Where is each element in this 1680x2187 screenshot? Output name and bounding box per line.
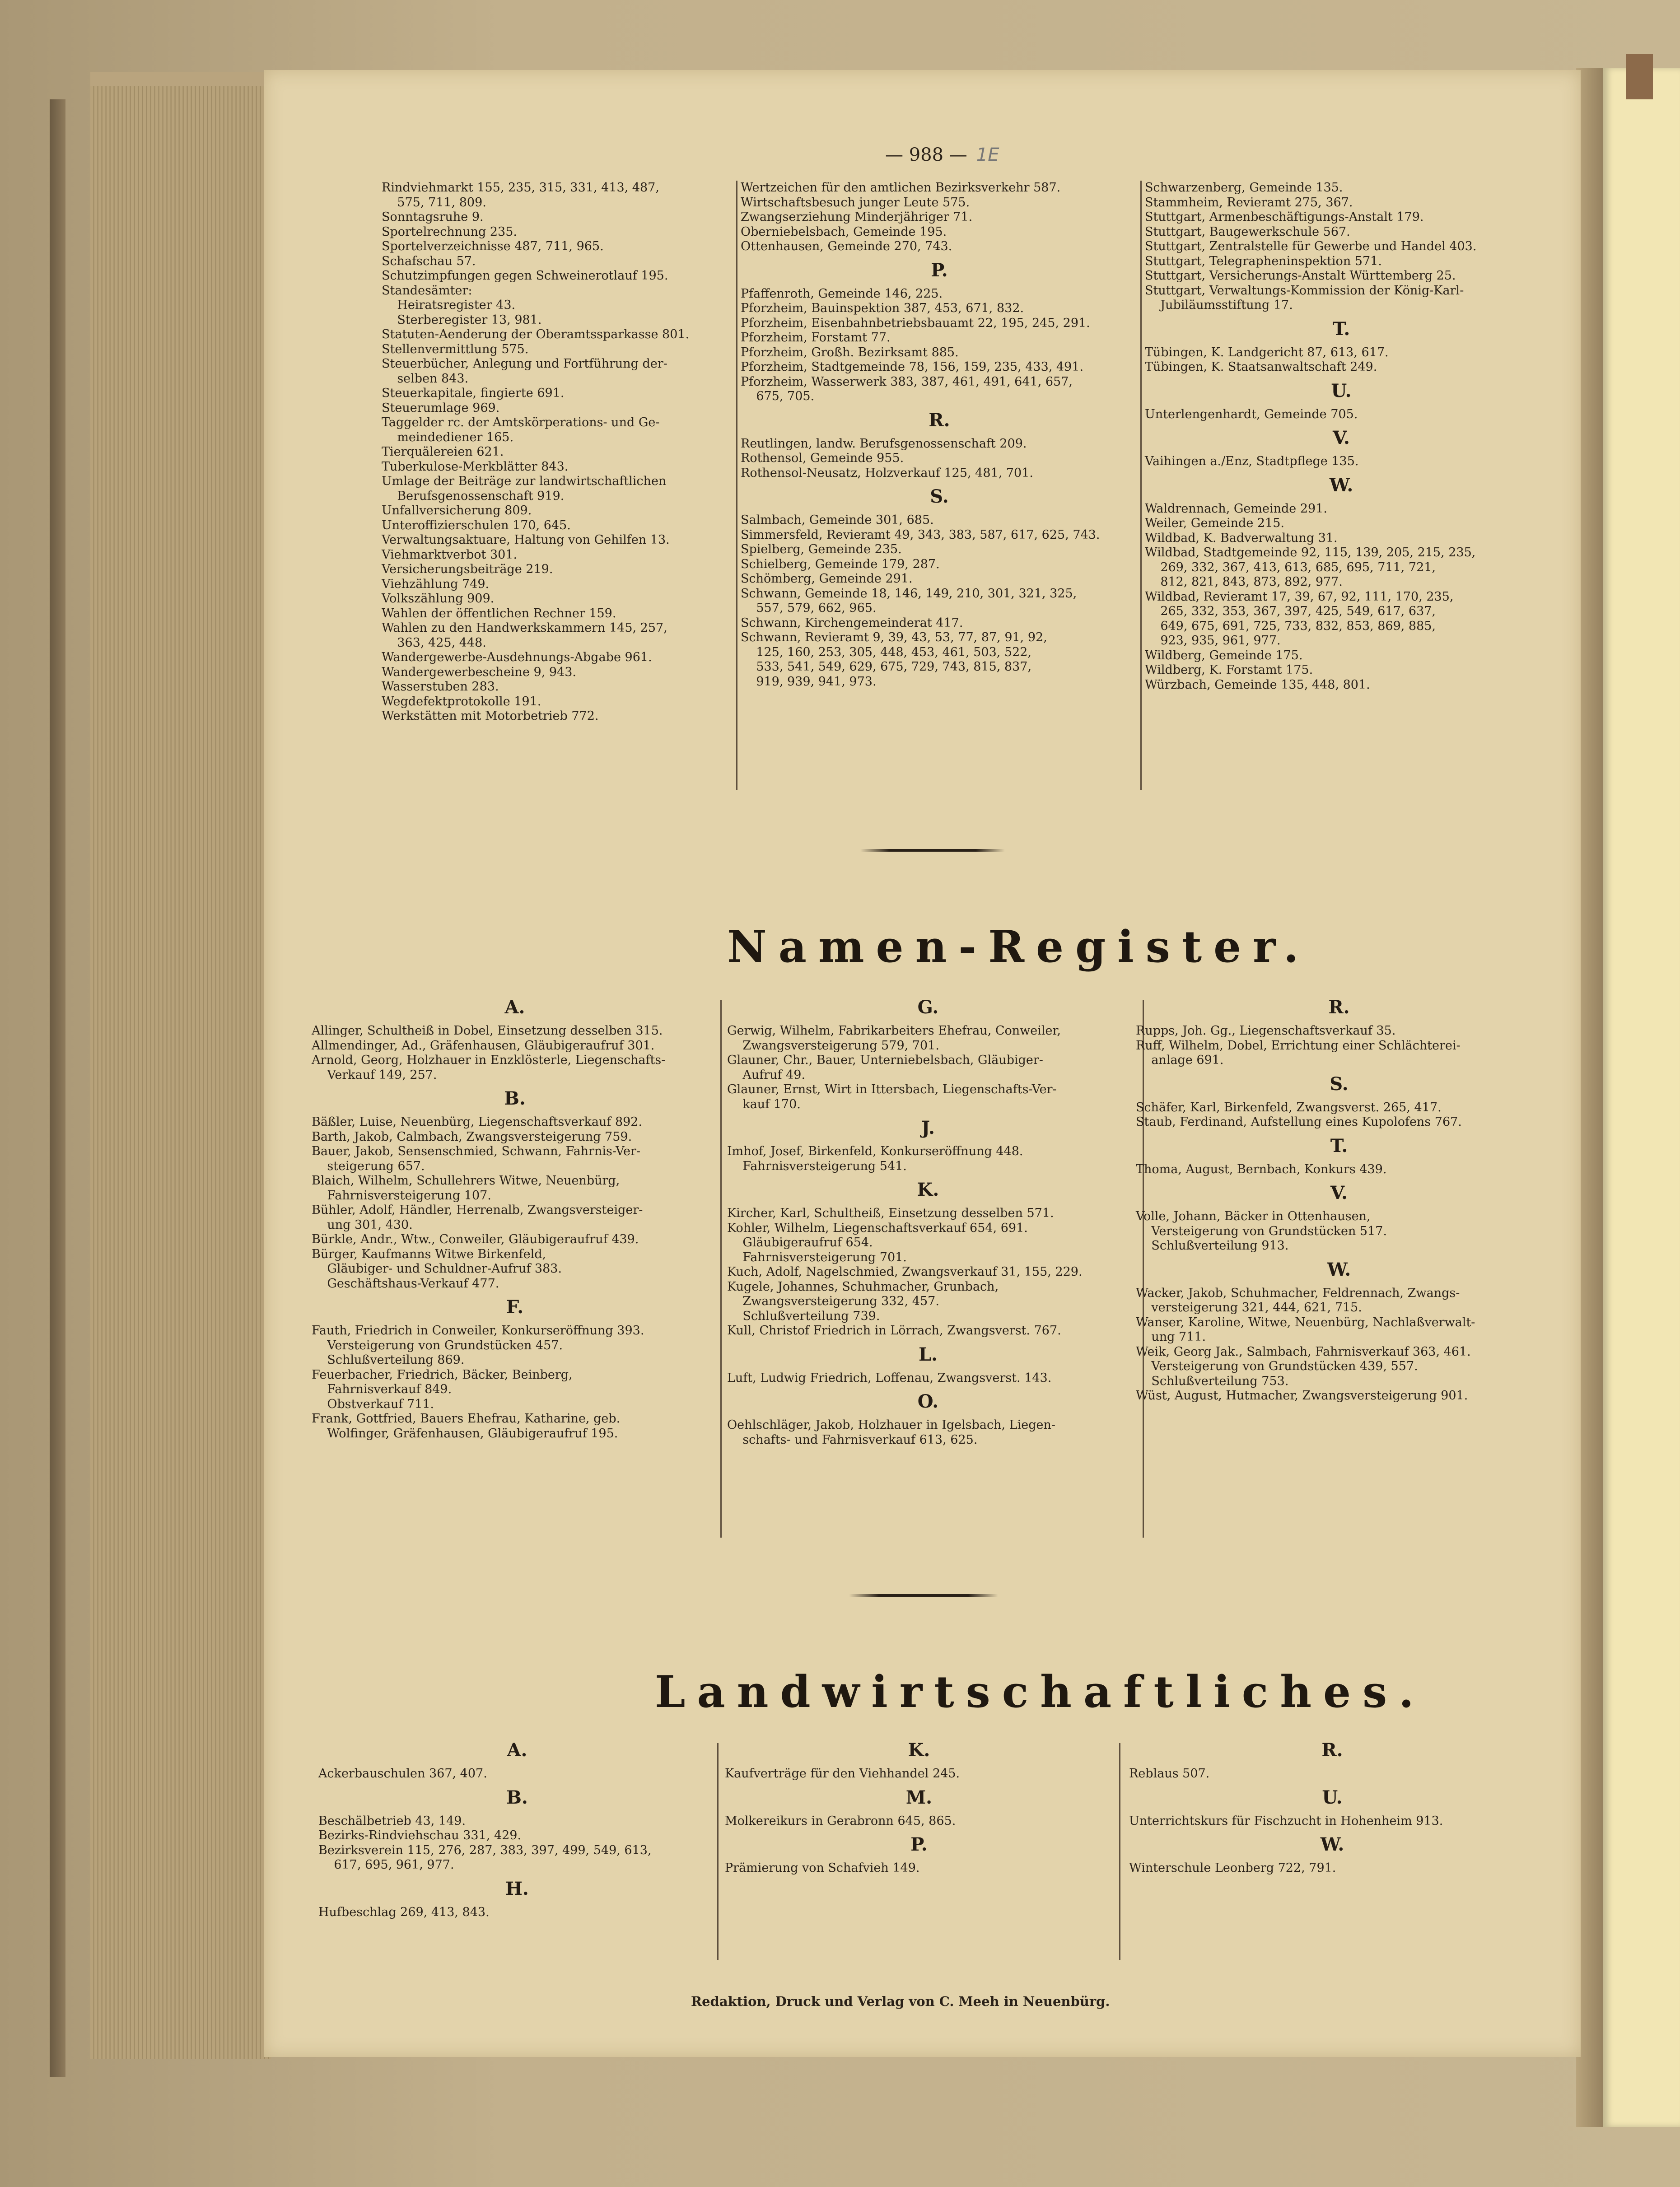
- index-entry: Stammheim, Revieramt 275, 367.: [1145, 195, 1353, 210]
- index-entry: Standesämter:: [382, 283, 472, 298]
- page-number: [885, 145, 999, 165]
- index-entry: 812, 821, 843, 873, 892, 977.: [1145, 575, 1343, 589]
- index-entry: Viehzählung 749.: [382, 577, 490, 591]
- index-entry: Sportelverzeichnisse 487, 711, 965.: [382, 239, 604, 253]
- section-letter: F.: [506, 1296, 524, 1318]
- section-letter: A.: [507, 1739, 527, 1761]
- index-entry: Wildberg, K. Forstamt 175.: [1145, 663, 1313, 677]
- index-entry: Reblaus 507.: [1129, 1767, 1210, 1781]
- index-entry: Pforzheim, Bauinspektion 387, 453, 671, 832.: [741, 301, 1024, 315]
- index-entry: meindediener 165.: [382, 430, 514, 444]
- index-entry: Staub, Ferdinand, Aufstellung eines Kupolofens 767.: [1136, 1115, 1462, 1129]
- section-letter: S.: [930, 486, 949, 507]
- index-entry: Fahrnisversteigerung 107.: [312, 1188, 491, 1203]
- index-entry: Ackerbauschulen 367, 407.: [318, 1767, 487, 1781]
- index-entry: versteigerung 321, 444, 621, 715.: [1136, 1301, 1362, 1315]
- landwirtschaftliches-column-1: [318, 1734, 716, 1920]
- index-entry: Prämierung von Schafvieh 149.: [725, 1861, 920, 1875]
- index-entry: Viehmarktverbot 301.: [382, 547, 518, 562]
- index-entry: Frank, Gottfried, Bauers Ehefrau, Katharine, geb.: [312, 1412, 621, 1426]
- index-entry: Allmendinger, Ad., Gräfenhausen, Gläubigeraufruf 301.: [312, 1038, 655, 1053]
- index-entry: Stuttgart, Verwaltungs-Kommission der König-Karl-: [1145, 283, 1464, 298]
- index-entry: Kull, Christof Friedrich in Lörrach, Zwangsverst. 767.: [727, 1324, 1061, 1338]
- index-entry: Zwangsversteigerung 332, 457.: [727, 1294, 939, 1308]
- index-entry: Wertzeichen für den amtlichen Bezirksverkehr 587.: [741, 181, 1061, 195]
- index-entry: schafts- und Fahrnisverkauf 613, 625.: [727, 1432, 978, 1447]
- index-entry: Schlußverteilung 739.: [727, 1309, 880, 1323]
- index-entry: Steuerbücher, Anlegung und Fortführung der-: [382, 357, 667, 371]
- index-entry: Versteigerung von Grundstücken 457.: [312, 1338, 563, 1352]
- index-entry: Schlußverteilung 869.: [312, 1353, 465, 1367]
- index-entry: Wandergewerbescheine 9, 943.: [382, 665, 576, 679]
- index-entry: Schutzimpfungen gegen Schweinerotlauf 195.: [382, 269, 668, 283]
- imprint-footer: Redaktion, Druck und Verlag von C. Meeh in Neuenbürg.: [691, 1994, 1110, 2009]
- index-entry: Tübingen, K. Landgericht 87, 613, 617.: [1145, 345, 1389, 359]
- index-entry: Zwangserziehung Minderjähriger 71.: [741, 210, 973, 224]
- index-entry: Stuttgart, Baugewerkschule 567.: [1145, 224, 1350, 239]
- index-entry: Spielberg, Gemeinde 235.: [741, 542, 902, 556]
- index-entry: Versteigerung von Grundstücken 517.: [1136, 1224, 1387, 1238]
- section-letter: U.: [1331, 380, 1352, 401]
- index-entry: Tuberkulose-Merkblätter 843.: [382, 459, 569, 474]
- index-entry: Wildberg, Gemeinde 175.: [1145, 648, 1303, 662]
- index-entry: Rindviehmarkt 155, 235, 315, 331, 413, 487,: [382, 181, 659, 195]
- index-entry: Bühler, Adolf, Händler, Herrenalb, Zwangsversteiger-: [312, 1203, 643, 1217]
- section-letter: T.: [1330, 1135, 1348, 1156]
- index-entry: Pforzheim, Großh. Bezirksamt 885.: [741, 345, 959, 359]
- index-entry: Beschälbetrieb 43, 149.: [318, 1814, 466, 1828]
- index-entry: Gläubigeraufruf 654.: [727, 1236, 873, 1250]
- namen-register-column-2: [727, 991, 1129, 1447]
- index-entry: Volkszählung 909.: [382, 592, 495, 606]
- index-entry: Rothensol, Gemeinde 955.: [741, 451, 904, 465]
- section-letter: U.: [1322, 1786, 1343, 1808]
- section-letter: G.: [917, 997, 939, 1018]
- section-letter: W.: [1327, 1259, 1351, 1280]
- section-letter: R.: [1321, 1739, 1343, 1761]
- namen-register-heading: Namen-Register.: [727, 921, 1311, 972]
- index-entry: Stuttgart, Armenbeschäftigungs-Anstalt 179.: [1145, 210, 1424, 224]
- index-entry: 557, 579, 662, 965.: [741, 601, 877, 615]
- index-entry: Wirtschaftsbesuch junger Leute 575.: [741, 195, 970, 210]
- index-entry: kauf 170.: [727, 1097, 801, 1111]
- index-entry: Glauner, Ernst, Wirt in Ittersbach, Liegenschafts-Ver-: [727, 1082, 1057, 1096]
- handwritten-note: 1E: [976, 145, 999, 165]
- index-entry: Schwann, Revieramt 9, 39, 43, 53, 77, 87, 91, 92,: [741, 630, 1047, 644]
- index-entry: Bauer, Jakob, Sensenschmied, Schwann, Fahrnis-Ver-: [312, 1144, 641, 1158]
- index-entry: 575, 711, 809.: [382, 195, 486, 210]
- index-entry: Weiler, Gemeinde 215.: [1145, 516, 1284, 530]
- index-entry: Kohler, Wilhelm, Liegenschaftsverkauf 654, 691.: [727, 1221, 1028, 1235]
- index-entry: Wahlen der öffentlichen Rechner 159.: [382, 606, 616, 620]
- index-entry: Verwaltungsaktuare, Haltung von Gehilfen 13.: [382, 533, 670, 547]
- index-entry: Gerwig, Wilhelm, Fabrikarbeiters Ehefrau, Conweiler,: [727, 1024, 1061, 1038]
- index-entry: Oehlschläger, Jakob, Holzhauer in Igelsbach, Liegen-: [727, 1418, 1055, 1432]
- index-entry: 923, 935, 961, 977.: [1145, 634, 1281, 648]
- index-entry: Wildbad, Revieramt 17, 39, 67, 92, 111, 170, 235,: [1145, 589, 1454, 604]
- index-entry: Stellenvermittlung 575.: [382, 342, 529, 356]
- index-entry: Steuerumlage 969.: [382, 401, 500, 415]
- index-entry: Statuten-Aenderung der Oberamtssparkasse 801.: [382, 327, 690, 341]
- index-entry: Wanser, Karoline, Witwe, Neuenbürg, Nachlaßverwalt-: [1136, 1315, 1475, 1329]
- index-entry: Weik, Georg Jak., Salmbach, Fahrnisverkauf 363, 461.: [1136, 1344, 1471, 1359]
- index-entry: Hufbeschlag 269, 413, 843.: [318, 1905, 490, 1919]
- index-entry: Schwarzenberg, Gemeinde 135.: [1145, 181, 1343, 195]
- index-entry: 265, 332, 353, 367, 397, 425, 549, 617, 637,: [1145, 604, 1436, 618]
- index-entry: Feuerbacher, Friedrich, Bäcker, Beinberg,: [312, 1367, 573, 1382]
- section-letter: O.: [917, 1391, 939, 1412]
- index-entry: Versteigerung von Grundstücken 439, 557.: [1136, 1359, 1418, 1373]
- index-entry: Unfallversicherung 809.: [382, 504, 532, 518]
- index-entry: Wandergewerbe-Ausdehnungs-Abgabe 961.: [382, 650, 652, 664]
- section-letter: P.: [910, 1834, 928, 1855]
- section-letter: P.: [931, 259, 948, 281]
- index-entry: Schafschau 57.: [382, 254, 476, 268]
- index-entry: 269, 332, 367, 413, 613, 685, 695, 711, 721,: [1145, 560, 1436, 574]
- index-entry: Versicherungsbeiträge 219.: [382, 562, 553, 576]
- index-entry: Fauth, Friedrich in Conweiler, Konkurseröffnung 393.: [312, 1324, 644, 1338]
- page-edges: [90, 86, 271, 2059]
- index-entry: steigerung 657.: [312, 1159, 425, 1173]
- index-entry: Schömberg, Gemeinde 291.: [741, 572, 913, 586]
- index-entry: Wasserstuben 283.: [382, 680, 499, 694]
- index-entry: Reutlingen, landw. Berufsgenossenschaft 209.: [741, 436, 1027, 451]
- index-entry: Pforzheim, Eisenbahnbetriebsbauamt 22, 195, 245, 291.: [741, 316, 1090, 330]
- index-entry: Schlußverteilung 753.: [1136, 1374, 1289, 1388]
- landwirtschaftliches-heading: Landwirtschaftliches.: [655, 1666, 1426, 1717]
- sachregister-column-1: [382, 181, 734, 724]
- index-entry: Pforzheim, Stadtgemeinde 78, 156, 159, 235, 433, 491.: [741, 360, 1084, 374]
- index-entry: Pforzheim, Wasserwerk 383, 387, 461, 491, 641, 657,: [741, 374, 1073, 389]
- namen-register-column-1: [312, 991, 718, 1441]
- index-entry: Taggelder rc. der Amtskörperations- und Ge-: [382, 415, 660, 429]
- index-entry: 363, 425, 448.: [382, 635, 486, 650]
- section-letter: B.: [506, 1786, 528, 1808]
- index-entry: Jubiläumsstiftung 17.: [1145, 298, 1293, 312]
- section-letter: R.: [1328, 997, 1350, 1018]
- column-divider: [1140, 181, 1142, 790]
- index-entry: Wegdefektprotokolle 191.: [382, 694, 541, 709]
- index-entry: 675, 705.: [741, 389, 815, 403]
- index-entry: Bürkle, Andr., Wtw., Conweiler, Gläubigeraufruf 439.: [312, 1232, 639, 1246]
- index-entry: Wolfinger, Gräfenhausen, Gläubigeraufruf 195.: [312, 1426, 618, 1441]
- index-entry: Fahrnisverkauf 849.: [312, 1382, 452, 1396]
- ornament-rule: [849, 1594, 998, 1597]
- index-entry: Imhof, Josef, Birkenfeld, Konkurseröffnung 448.: [727, 1144, 1023, 1158]
- index-entry: Thoma, August, Bernbach, Konkurs 439.: [1136, 1162, 1387, 1176]
- index-entry: Unterlengenhardt, Gemeinde 705.: [1145, 407, 1358, 421]
- column-divider: [736, 181, 737, 790]
- index-entry: Steuerkapitale, fingierte 691.: [382, 386, 565, 400]
- index-entry: Tierquälereien 621.: [382, 445, 504, 459]
- index-entry: Ottenhausen, Gemeinde 270, 743.: [741, 239, 952, 253]
- section-letter: A.: [504, 997, 525, 1018]
- index-entry: Rothensol-Neusatz, Holzverkauf 125, 481, 701.: [741, 466, 1033, 480]
- section-letter: W.: [1329, 474, 1353, 496]
- index-entry: Bürger, Kaufmanns Witwe Birkenfeld,: [312, 1247, 546, 1261]
- index-entry: Wildbad, Stadtgemeinde 92, 115, 139, 205, 215, 235,: [1145, 546, 1476, 560]
- index-entry: 125, 160, 253, 305, 448, 453, 461, 503, 522,: [741, 645, 1032, 659]
- index-entry: Wahlen zu den Handwerkskammern 145, 257,: [382, 621, 667, 635]
- right-page: [1603, 68, 1680, 2127]
- index-entry: ung 301, 430.: [312, 1217, 413, 1232]
- section-letter: J.: [921, 1117, 935, 1138]
- index-entry: Schwann, Gemeinde 18, 146, 149, 210, 301, 321, 325,: [741, 586, 1077, 601]
- index-entry: 649, 675, 691, 725, 733, 832, 853, 869, 885,: [1145, 619, 1436, 633]
- index-entry: Schielberg, Gemeinde 179, 287.: [741, 557, 940, 571]
- book-spine: [50, 99, 65, 2077]
- section-letter: M.: [905, 1786, 933, 1808]
- index-entry: Aufruf 49.: [727, 1068, 806, 1082]
- index-entry: Heiratsregister 43.: [382, 298, 516, 312]
- index-entry: Simmersfeld, Revieramt 49, 343, 383, 587, 617, 625, 743.: [741, 527, 1100, 542]
- section-letter: K.: [908, 1739, 930, 1761]
- index-entry: Sonntagsruhe 9.: [382, 210, 484, 224]
- index-entry: Sterberegister 13, 981.: [382, 312, 542, 327]
- section-letter: T.: [1332, 318, 1350, 340]
- index-entry: Pforzheim, Forstamt 77.: [741, 331, 891, 345]
- index-entry: Bezirks-Rindviehschau 331, 429.: [318, 1828, 522, 1842]
- index-entry: Gläubiger- und Schuldner-Aufruf 383.: [312, 1262, 562, 1276]
- index-entry: Obstverkauf 711.: [312, 1397, 434, 1411]
- index-entry: Bezirksverein 115, 276, 287, 383, 397, 499, 549, 613,: [318, 1843, 652, 1857]
- index-entry: Unteroffizierschulen 170, 645.: [382, 518, 571, 532]
- index-entry: Unterrichtskurs für Fischzucht in Hohenheim 913.: [1129, 1814, 1443, 1828]
- index-entry: Ruff, Wilhelm, Dobel, Errichtung einer Schlächterei-: [1136, 1038, 1461, 1053]
- index-entry: Berufsgenossenschaft 919.: [382, 489, 565, 503]
- section-letter: S.: [1330, 1073, 1349, 1095]
- index-entry: Kugele, Johannes, Schuhmacher, Grunbach,: [727, 1279, 999, 1294]
- index-entry: anlage 691.: [1136, 1053, 1224, 1067]
- index-entry: Kircher, Karl, Schultheiß, Einsetzung desselben 571.: [727, 1206, 1054, 1220]
- index-entry: Umlage der Beiträge zur landwirtschaftlichen: [382, 474, 667, 488]
- ornament-rule: [860, 849, 1005, 852]
- index-entry: Fahrnisversteigerung 701.: [727, 1250, 907, 1264]
- index-entry: Verkauf 149, 257.: [312, 1068, 437, 1082]
- index-entry: Werkstätten mit Motorbetrieb 772.: [382, 709, 599, 723]
- index-entry: Wüst, August, Hutmacher, Zwangsversteigerung 901.: [1136, 1389, 1468, 1403]
- bookmark-tab: [1626, 54, 1653, 99]
- index-entry: Molkereikurs in Gerabronn 645, 865.: [725, 1814, 956, 1828]
- index-entry: Pfaffenroth, Gemeinde 146, 225.: [741, 286, 943, 301]
- landwirtschaftliches-column-2: [725, 1734, 1113, 1876]
- section-letter: H.: [505, 1878, 529, 1899]
- section-letter: L.: [918, 1343, 938, 1365]
- index-entry: Waldrennach, Gemeinde 291.: [1145, 501, 1327, 516]
- index-entry: Kuch, Adolf, Nagelschmied, Zwangsverkauf 31, 155, 229.: [727, 1265, 1083, 1279]
- index-entry: Stuttgart, Telegrapheninspektion 571.: [1145, 254, 1382, 268]
- index-entry: Salmbach, Gemeinde 301, 685.: [741, 513, 934, 527]
- index-entry: Schlußverteilung 913.: [1136, 1239, 1289, 1253]
- index-entry: Schwann, Kirchengemeinderat 417.: [741, 616, 963, 630]
- section-letter: V.: [1333, 427, 1350, 448]
- index-entry: 533, 541, 549, 629, 675, 729, 743, 815, 837,: [741, 660, 1032, 674]
- index-entry: Wacker, Jakob, Schuhmacher, Feldrennach, Zwangs-: [1136, 1286, 1460, 1300]
- section-letter: V.: [1330, 1182, 1348, 1203]
- index-entry: Schäfer, Karl, Birkenfeld, Zwangsverst. 265, 417.: [1136, 1100, 1442, 1114]
- index-entry: Tübingen, K. Staatsanwaltschaft 249.: [1145, 360, 1377, 374]
- index-entry: Sportelrechnung 235.: [382, 224, 517, 239]
- index-entry: Blaich, Wilhelm, Schullehrers Witwe, Neuenbürg,: [312, 1174, 620, 1188]
- column-divider: [1119, 1743, 1120, 1960]
- column-divider: [717, 1743, 719, 1960]
- index-entry: Winterschule Leonberg 722, 791.: [1129, 1861, 1336, 1875]
- namen-register-column-3: [1136, 991, 1542, 1404]
- index-entry: Glauner, Chr., Bauer, Unterniebelsbach, Gläubiger-: [727, 1053, 1043, 1067]
- index-entry: selben 843.: [382, 371, 469, 386]
- page-number-text: — 988 —: [885, 145, 967, 165]
- index-entry: Kaufverträge für den Viehhandel 245.: [725, 1767, 960, 1781]
- sachregister-column-3: [1145, 181, 1538, 692]
- section-letter: B.: [504, 1088, 526, 1109]
- index-entry: Barth, Jakob, Calmbach, Zwangsversteigerung 759.: [312, 1129, 632, 1144]
- index-entry: Luft, Ludwig Friedrich, Loffenau, Zwangsverst. 143.: [727, 1371, 1052, 1385]
- index-entry: Stuttgart, Zentralstelle für Gewerbe und Handel 403.: [1145, 239, 1477, 253]
- index-entry: Oberniebelsbach, Gemeinde 195.: [741, 224, 947, 239]
- index-entry: Allinger, Schultheiß in Dobel, Einsetzung desselben 315.: [312, 1024, 663, 1038]
- sachregister-column-2: [741, 181, 1138, 689]
- index-entry: Arnold, Georg, Holzhauer in Enzklösterle, Liegenschafts-: [312, 1053, 666, 1067]
- index-entry: Zwangsversteigerung 579, 701.: [727, 1038, 939, 1053]
- index-entry: Rupps, Joh. Gg., Liegenschaftsverkauf 35.: [1136, 1024, 1396, 1038]
- index-entry: 617, 695, 961, 977.: [318, 1858, 454, 1872]
- index-entry: Wildbad, K. Badverwaltung 31.: [1145, 531, 1338, 545]
- section-letter: K.: [917, 1179, 939, 1200]
- landwirtschaftliches-column-3: [1129, 1734, 1535, 1876]
- index-entry: Würzbach, Gemeinde 135, 448, 801.: [1145, 677, 1370, 692]
- column-divider: [720, 1000, 722, 1538]
- index-entry: ung 711.: [1136, 1330, 1206, 1344]
- index-entry: Geschäftshaus-Verkauf 477.: [312, 1276, 499, 1291]
- index-entry: Volle, Johann, Bäcker in Ottenhausen,: [1136, 1209, 1371, 1223]
- index-entry: Fahrnisversteigerung 541.: [727, 1159, 907, 1173]
- section-letter: R.: [929, 409, 950, 431]
- index-entry: Stuttgart, Versicherungs-Anstalt Württemberg 25.: [1145, 269, 1456, 283]
- section-letter: W.: [1320, 1834, 1344, 1855]
- index-entry: Vaihingen a./Enz, Stadtpflege 135.: [1145, 454, 1359, 468]
- index-entry: 919, 939, 941, 973.: [741, 674, 877, 689]
- index-entry: Bäßler, Luise, Neuenbürg, Liegenschaftsverkauf 892.: [312, 1115, 643, 1129]
